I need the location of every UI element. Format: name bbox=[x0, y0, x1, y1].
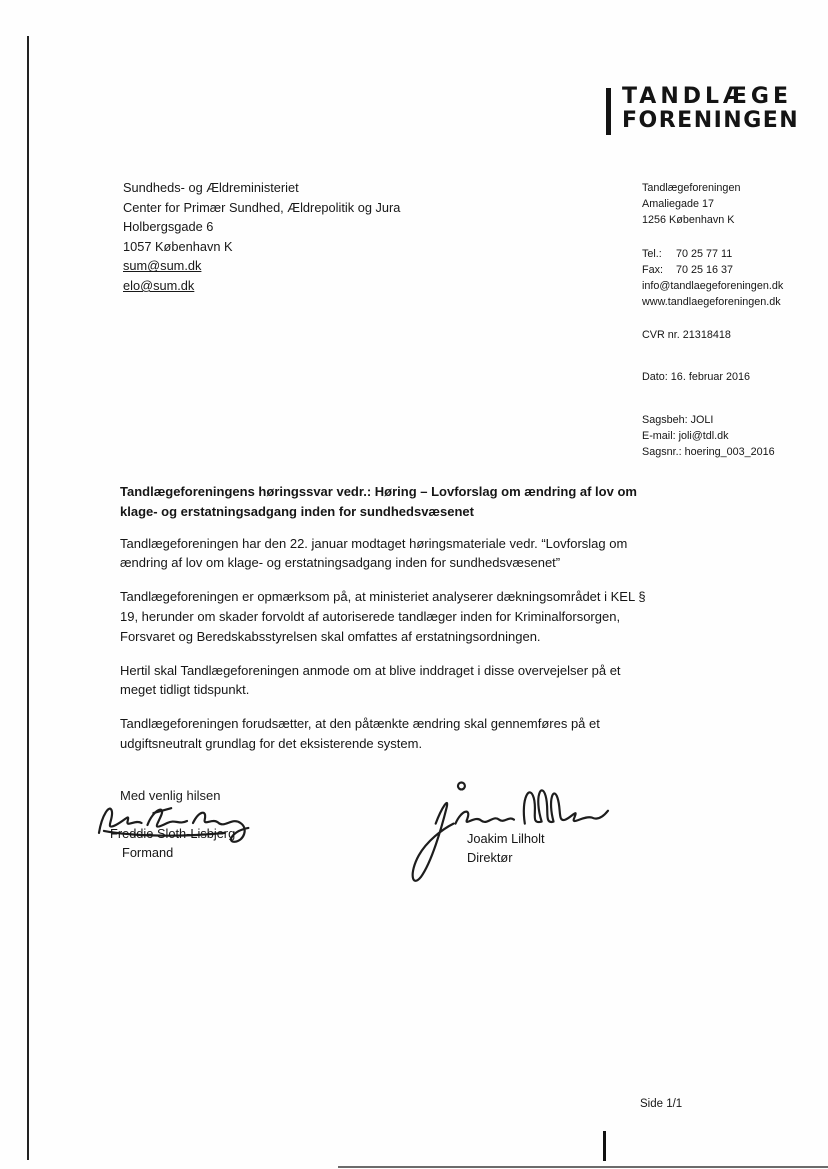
sender-info-column bbox=[642, 180, 812, 460]
letter-body bbox=[120, 482, 654, 768]
signatory-title-joakim: Direktør bbox=[467, 850, 513, 865]
letter-date: Dato: 16. februar 2016 bbox=[642, 371, 751, 383]
sender-name: Tandlægeforeningen bbox=[642, 182, 741, 194]
recipient-line-department: Center for Primær Sundhed, Ældrepolitik og Jura bbox=[123, 199, 401, 215]
sender-fax-value: 70 25 16 37 bbox=[676, 264, 734, 276]
logo bbox=[606, 85, 799, 135]
recipient-line-ministry: Sundheds- og Ældreministeriet bbox=[123, 180, 299, 195]
sender-website: www.tandlaegeforeningen.dk bbox=[642, 296, 781, 308]
subject-heading: Tandlægeforeningens høringssvar vedr.: Høring – Lovforslag om ændring af lov om klage- og erstatningsadgang inden for sundhedsvæsenet bbox=[120, 484, 637, 519]
scan-artifact-left-line bbox=[27, 36, 29, 1160]
caseworker-email: E-mail: joli@tdl.dk bbox=[642, 430, 729, 442]
paragraph-1: Tandlægeforeningen har den 22. januar modtaget høringsmateriale vedr. “Lovforslag om ændring af lov om klage- og erstatningsadgang inden for sundhedsvæsenet” bbox=[120, 535, 628, 571]
paragraph-4: Tandlægeforeningen forudsætter, at den påtænkte ændring skal gennemføres på et udgiftsneutralt grundlag for det eksisterende system. bbox=[120, 716, 600, 751]
case-number: Sagsnr.: hoering_003_2016 bbox=[642, 446, 775, 458]
caseworker: Sagsbeh: JOLI bbox=[642, 414, 714, 426]
recipient-email-1: sum@sum.dk bbox=[123, 258, 202, 274]
closing-salutation: Med venlig hilsen bbox=[120, 788, 221, 803]
sender-fax-label: Fax: bbox=[642, 264, 663, 276]
page-number: Side 1/1 bbox=[640, 1098, 683, 1110]
sender-address-city: 1256 København K bbox=[642, 214, 735, 226]
recipient-email-2: elo@sum.dk bbox=[123, 277, 195, 293]
sender-cvr: CVR nr. 21318418 bbox=[642, 329, 731, 341]
logo-text bbox=[622, 85, 799, 133]
sender-address-street: Amaliegade 17 bbox=[642, 198, 715, 210]
sender-email: info@tandlaegeforeningen.dk bbox=[642, 280, 784, 292]
sender-tel-row bbox=[642, 246, 812, 262]
recipient-line-city: 1057 København K bbox=[123, 238, 233, 254]
recipient-line-street: Holbergsgade 6 bbox=[123, 219, 214, 235]
logo-line1: TANDLÆGE bbox=[622, 84, 792, 109]
scan-artifact-bottom-line bbox=[338, 1166, 828, 1168]
sender-tel-label: Tel.: bbox=[642, 248, 662, 260]
paragraph-3: Hertil skal Tandlægeforeningen anmode om at blive inddraget i disse overvejelser på et meget tidligt tidspunkt. bbox=[120, 662, 621, 698]
sender-tel-value: 70 25 77 11 bbox=[676, 248, 733, 260]
logo-bar bbox=[606, 88, 611, 135]
signatory-name-joakim: Joakim Lilholt bbox=[467, 831, 545, 846]
recipient-address-block bbox=[123, 178, 400, 296]
sender-fax-row bbox=[642, 262, 812, 278]
signatory-title-freddie: Formand bbox=[122, 845, 174, 860]
paragraph-2: Tandlægeforeningen er opmærksom på, at ministeriet analyserer dækningsområdet i KEL § 19, herunder om skader forvoldt af autoriserede tandlæger inden for Kriminalforsorgen, Forsvaret og Beredskabsstyrelsen skal omfattes af erstatningsordningen. bbox=[120, 589, 646, 644]
signature-freddie-scribble bbox=[96, 795, 284, 850]
scan-artifact-bottom-tick bbox=[603, 1131, 606, 1161]
logo-line2: FORENINGEN bbox=[622, 108, 800, 133]
signatory-name-freddie: Freddie Sloth-Lisbjerg bbox=[110, 826, 236, 841]
